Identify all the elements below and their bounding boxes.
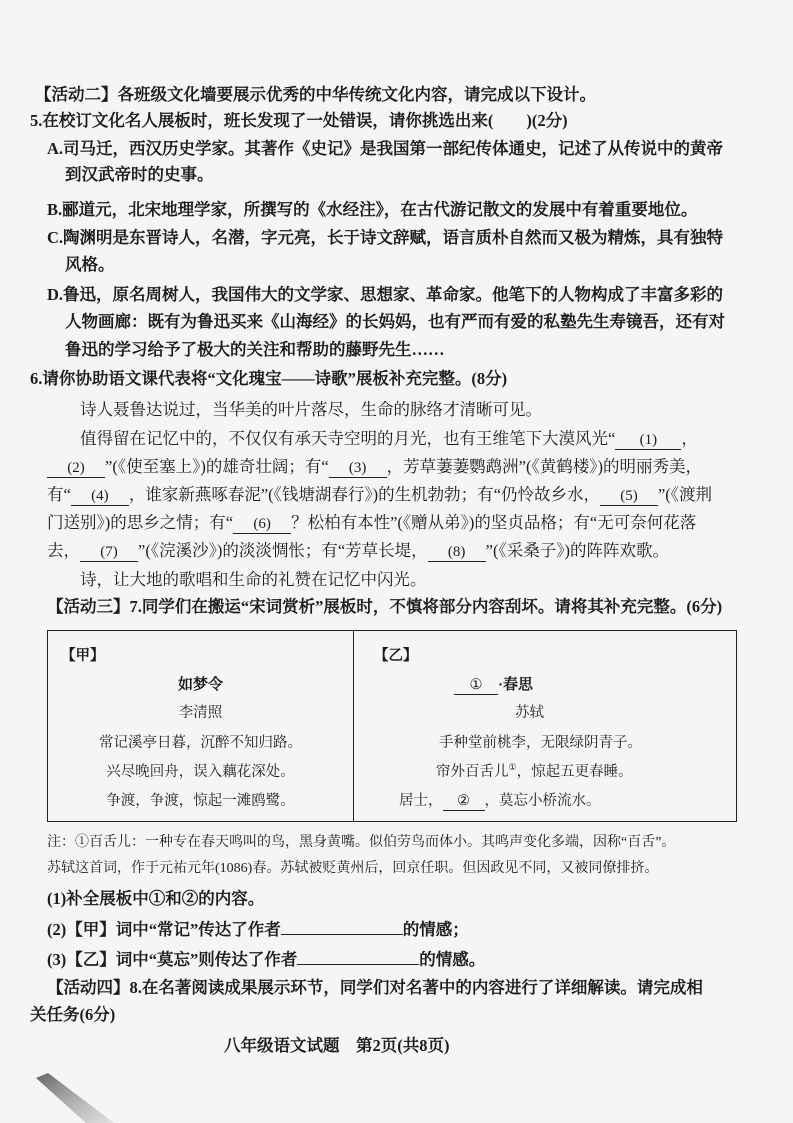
activity-3-heading — [47, 596, 722, 618]
q5-score: (2分) — [531, 111, 568, 130]
board-yi-tag: 【乙】 — [374, 648, 418, 664]
board-jia-author: 李清照 — [178, 705, 223, 721]
blank-3[interactable]: (3) — [329, 460, 387, 478]
activity-4-cont: 关任务(6分) — [30, 1005, 116, 1024]
blank-2[interactable]: (2) — [47, 460, 105, 478]
q6-text: 门送别》)的思乡之情；有“ — [47, 513, 234, 532]
board-yi-line — [436, 762, 633, 782]
q6-body-line-3 — [47, 484, 712, 506]
q6-text: ”(《浣溪沙》)的淡淡惆怅；有“芳草长堤， — [138, 541, 428, 560]
q6-body-line-5 — [47, 540, 669, 562]
q6-body-line-4 — [47, 512, 696, 534]
board-yi-text: 帘外百舌儿 — [436, 764, 509, 780]
board-cell-jia — [48, 631, 354, 821]
answer-line-3[interactable] — [297, 947, 419, 965]
sub-question-text: (3)【乙】词中“莫忘”则传达了作者 — [47, 950, 298, 969]
q6-text: 去， — [47, 541, 80, 560]
option-text: 风格。 — [65, 255, 115, 274]
title-blank-1[interactable]: ① — [454, 677, 498, 695]
board-yi-title — [454, 675, 533, 695]
board-note-2: 苏轼这首词，作于元祐元年(1086)春。苏轼被贬黄州后，回京任职。但因政见不同，又被同僚排挤。 — [47, 861, 659, 876]
blank-4[interactable]: (4) — [71, 488, 129, 506]
page-footer: 八年级语文试题 第2页(共8页) — [224, 1036, 450, 1055]
board-jia-line: 争渡，争渡，惊起一滩鸥鹭。 — [106, 793, 295, 809]
q5-option-c — [47, 227, 723, 249]
sub-question-text: (2)【甲】词中“常记”传达了作者 — [47, 920, 281, 939]
q5-stem-text: 5.在校订文化名人展板时，班长发现了一处错误，请你挑选出来 — [30, 111, 488, 130]
q6-text: ？松柏有本性”(《赠从弟》)的坚贞品格；有“无可奈何花落 — [291, 513, 697, 532]
activity-2-tag: 【活动二】 — [35, 85, 118, 104]
option-text: 司马迁，西汉历史学家。其著作《史记》是我国第一部纪传体通史，记述了从传说中的黄帝 — [63, 139, 724, 158]
activity-3-text: 7.同学们在搬运“宋词赏析”展板时，不慎将部分内容刮坏。请将其补充完整。(6分) — [129, 597, 723, 616]
activity-2-heading — [35, 84, 596, 106]
blank-8[interactable]: (8) — [428, 544, 486, 562]
board-yi-title-text: ·春思 — [498, 677, 534, 693]
q6-intro: 诗人聂鲁达说过，当华美的叶片落尽，生命的脉络才清晰可见。 — [80, 400, 542, 419]
option-text: 鲁迅，原名周树人，我国伟大的文学家、思想家、革命家。他笔下的人物构成了丰富多彩的 — [63, 285, 724, 304]
answer-line-2[interactable] — [281, 917, 403, 935]
board-jia-line: 常记溪亭日暮，沉醉不知归路。 — [99, 735, 302, 751]
option-label: D. — [47, 285, 64, 304]
q6-text: ”(《渡荆 — [657, 485, 713, 504]
q5-option-a — [47, 138, 723, 160]
q6-body-line-1 — [80, 428, 698, 450]
q6-text: ， — [681, 429, 698, 448]
sub-question-2 — [47, 917, 469, 939]
sub-question-text: 的情感； — [402, 920, 469, 939]
q6-text: ”(《采桑子》)的阵阵欢歌。 — [485, 541, 669, 560]
q6-text: 有“ — [47, 485, 71, 504]
board-jia-line: 兴尽晚回舟，误入藕花深处。 — [106, 764, 295, 780]
board-yi-author: 苏轼 — [515, 705, 544, 721]
option-label: C. — [47, 228, 64, 247]
option-text: 郦道元，北宋地理学家，所撰写的《水经注》，在古代游记散文的发展中有着重要地位。 — [62, 200, 698, 219]
activity-4-tag: 【活动四】 — [47, 978, 130, 997]
q6-body-line-2 — [47, 456, 702, 478]
q5-option-d — [47, 284, 723, 306]
q6-text: ，芳草萋萋鹦鹉洲”(《黄鹤楼》)的明丽秀美， — [386, 457, 702, 476]
board-jia-tag: 【甲】 — [61, 648, 105, 664]
activity-2-text: 各班级文化墙要展示优秀的中华传统文化内容，请完成以下设计。 — [117, 85, 596, 104]
option-label: A. — [47, 139, 64, 158]
board-note-1: 注：①百舌儿：一种专在春天鸣叫的鸟，黑身黄嘴。似伯劳鸟而体小。其鸣声变化多端，因称“百舌”。 — [47, 835, 676, 850]
scan-smudge — [30, 1068, 120, 1123]
q5-option-d-cont-1 — [65, 311, 725, 333]
q5-answer-slot[interactable]: ( ) — [487, 111, 532, 130]
board-yi-text: 居士， — [399, 793, 443, 809]
q5-option-d-cont-2 — [65, 339, 445, 361]
q5-stem — [30, 110, 568, 132]
q6-outro: 诗，让大地的歌唱和生命的礼赞在记忆中闪光。 — [80, 570, 427, 589]
blank-6[interactable]: (6) — [233, 516, 291, 534]
q6-text: ”(《使至塞上》)的雄奇壮阔；有“ — [105, 457, 329, 476]
sub-question-3 — [47, 947, 485, 969]
q6-text: 值得留在记忆中的，不仅仅有承天寺空明的月光，也有王维笔下大漠风光“ — [80, 429, 616, 448]
board-cell-yi — [355, 631, 736, 821]
q5-option-a-cont — [65, 164, 214, 186]
footnote-marker: ① — [508, 762, 517, 772]
option-text: 到汉武帝时的史事。 — [65, 165, 214, 184]
board-yi-text: ，莫忘小桥流水。 — [484, 793, 601, 809]
board-yi-text: ，惊起五更春睡。 — [516, 764, 633, 780]
option-text: 人物画廊：既有为鲁迅买来《山海经》的长妈妈，也有严而有爱的私塾先生寿镜吾，还有对 — [65, 312, 725, 331]
activity-4-heading — [47, 977, 703, 999]
q6-stem: 6.请你协助语文课代表将“文化瑰宝——诗歌”展板补充完整。(8分) — [30, 369, 508, 388]
ci-appreciation-board — [47, 630, 737, 822]
q5-option-c-cont — [65, 254, 115, 276]
q6-text: ，谁家新燕啄春泥”(《钱塘湖春行》)的生机勃勃；有“仍怜故乡水， — [128, 485, 600, 504]
sub-question-text: 的情感。 — [419, 950, 486, 969]
board-yi-line: 手种堂前桃李，无限绿阴青子。 — [439, 735, 642, 751]
line-blank-2[interactable]: ② — [443, 793, 485, 811]
board-jia-title: 如梦令 — [177, 677, 223, 693]
sub-question-1: (1)补全展板中①和②的内容。 — [47, 889, 265, 908]
activity-3-tag: 【活动三】 — [47, 597, 130, 616]
q5-option-b — [47, 199, 697, 221]
blank-5[interactable]: (5) — [600, 488, 658, 506]
option-text: 陶渊明是东晋诗人，名潜，字元亮，长于诗文辞赋，语言质朴自然而又极为精炼，具有独特 — [63, 228, 724, 247]
board-yi-line — [399, 791, 601, 811]
blank-1[interactable]: (1) — [615, 432, 681, 450]
blank-7[interactable]: (7) — [80, 544, 138, 562]
option-text: 鲁迅的学习给予了极大的关注和帮助的藤野先生…… — [65, 340, 445, 359]
activity-4-text: 8.在名著阅读成果展示环节，同学们对名著中的内容进行了详细解读。请完成相 — [129, 978, 703, 997]
option-label: B. — [47, 200, 63, 219]
